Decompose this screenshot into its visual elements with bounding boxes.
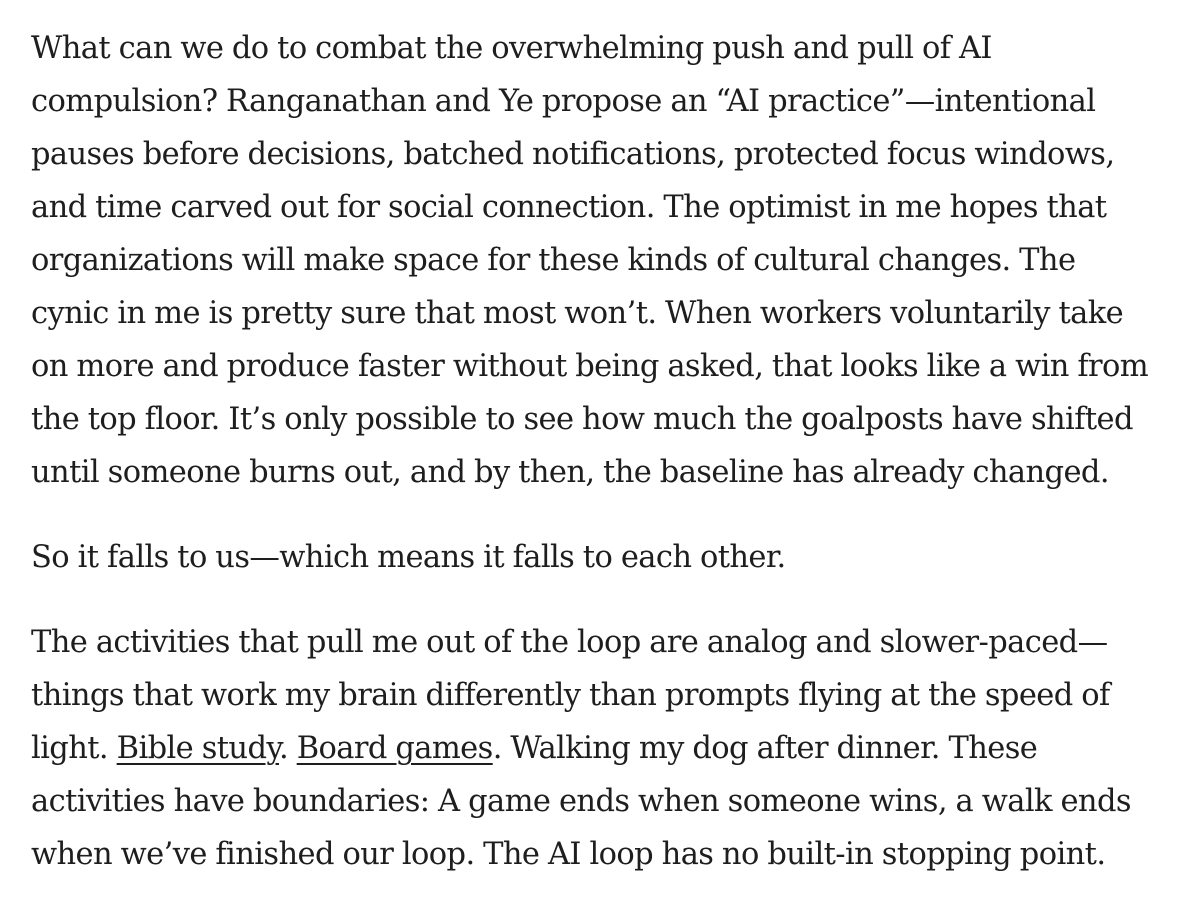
text-line: So it falls to us—which means it falls to each other. — [31, 540, 786, 575]
text-line: organizations will make space for these kinds of cultural changes. The — [31, 243, 1076, 278]
text-line: when we’ve finished our loop. The AI loop has no built-in stopping point. — [31, 837, 1106, 872]
paragraph-ai-practice — [31, 22, 1191, 499]
text-line: cynic in me is pretty sure that most won’t. When workers voluntarily take — [31, 296, 1124, 331]
article-body — [31, 22, 1191, 913]
text-fragment: . Walking my dog after dinner. These — [492, 731, 1038, 766]
paragraph-activities — [31, 616, 1191, 881]
text-line: things that work my brain differently than prompts flying at the speed of — [31, 678, 1110, 713]
text-line: compulsion? Ranganathan and Ye propose an “AI practice”—intentional — [31, 84, 1096, 119]
text-line: pauses before decisions, batched notifications, protected focus windows, — [31, 137, 1115, 172]
text-line: What can we do to combat the overwhelming push and pull of AI — [31, 31, 992, 66]
text-line: The activities that pull me out of the loop are analog and slower-paced— — [31, 625, 1108, 660]
text-fragment: . — [278, 731, 297, 766]
text-line: the top floor. It’s only possible to see how much the goalposts have shifted — [31, 402, 1133, 437]
paragraph-falls-to-us — [31, 531, 1191, 584]
text-fragment: light. — [31, 731, 117, 766]
board-games-link[interactable]: Board games — [296, 731, 493, 766]
bible-study-link[interactable]: Bible study — [116, 731, 279, 766]
text-line: activities have boundaries: A game ends when someone wins, a walk ends — [31, 784, 1131, 819]
text-line: and time carved out for social connection. The optimist in me hopes that — [31, 190, 1107, 225]
text-line-with-links — [31, 722, 1191, 775]
text-line: until someone burns out, and by then, the baseline has already changed. — [31, 455, 1109, 490]
text-line: on more and produce faster without being asked, that looks like a win from — [31, 349, 1149, 384]
